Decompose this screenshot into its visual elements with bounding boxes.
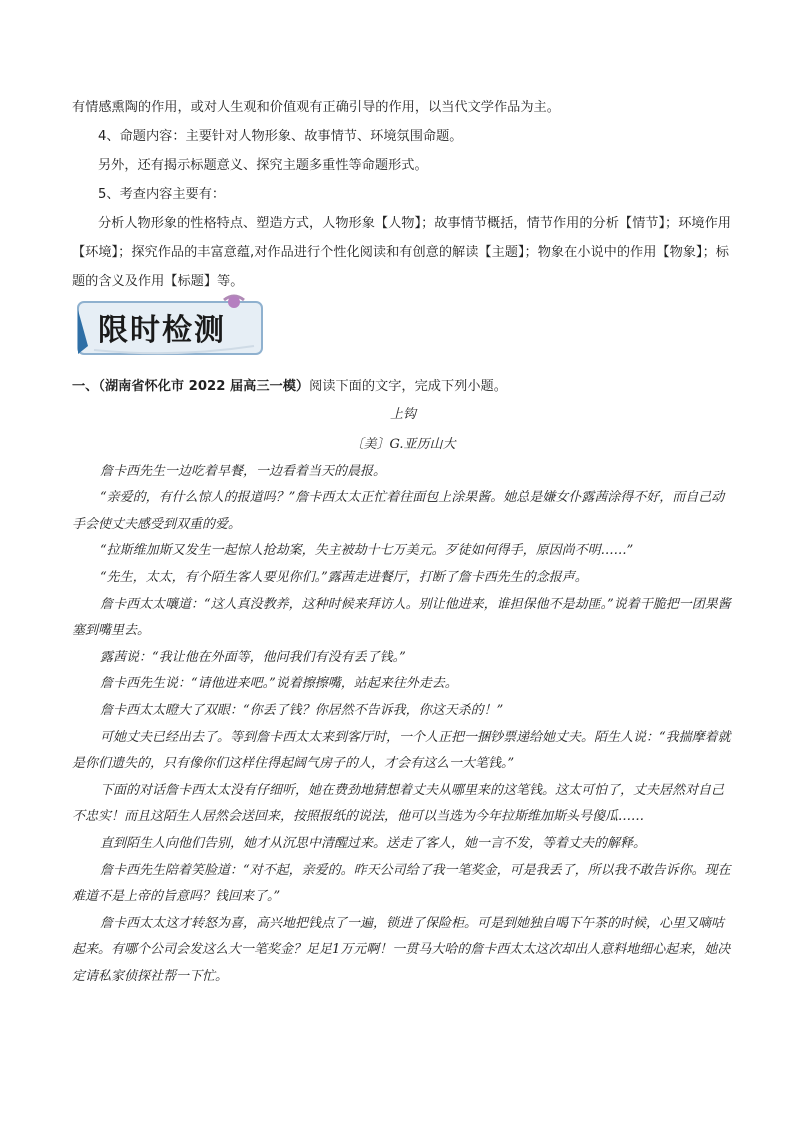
story-paragraph: “亲爱的，有什么惊人的报道吗？”詹卡西太太正忙着往面包上涂果酱。她总是嫌女仆露茜涂得不好，而自己动手会使丈夫感受到双重的爱。 bbox=[72, 490, 725, 532]
story-paragraph: 詹卡西先生一边吃着早餐，一边看着当天的晨报。 bbox=[100, 463, 387, 479]
story-paragraph: 下面的对话詹卡西太太没有仔细听，她在费劲地猜想着丈夫从哪里来的这笔钱。这太可怕了，丈夫居然对自己不忠实！而且这陌生人居然会送回来，按照报纸的说法，他可以当选为今年拉斯维加斯头号傻瓜…… bbox=[72, 782, 725, 825]
question-instruction: 阅读下面的文字，完成下列小题。 bbox=[309, 379, 507, 394]
story-paragraph: 可她丈夫已经出去了。等到詹卡西太太来到客厅时，一个人正把一捆钞票递给她丈夫。陌生人说：“我揣摩着就是你们遗失的，只有像你们这样住得起阔气房子的人，才会有这么一大笔钱。” bbox=[72, 729, 731, 772]
exam-notes bbox=[72, 93, 734, 296]
question-heading bbox=[72, 376, 734, 398]
content-detail: 分析人物形象的性格特点、塑造方式，人物形象【人物】；故事情节概括，情节作用的分析【情节】；环境作用【环境】；探究作品的丰富意蕴,对作品进行个性化阅读和有创意的解读【主题】；物象在小说中的作用【物象】；标题的含义及作用【标题】等。 bbox=[72, 216, 731, 289]
story-paragraph: 詹卡西太太嚷道：“这人真没教养，这种时候来拜访人。别让他进来，谁担保他不是劫匪。”说着干脆把一团果酱塞到嘴里去。 bbox=[72, 596, 731, 639]
story-author: 〔美〕G.亚历山大 bbox=[350, 437, 456, 452]
story-paragraph: 詹卡西太太这才转怒为喜，高兴地把钱点了一遍，锁进了保险柜。可是到她独自喝下午茶的时候，心里又嘀咕起来。有哪个公司会发这么大一笔奖金？足足1万元啊！一贯马大哈的詹卡西太太这次却出人意料地细心起来，她决定请私家侦探社帮一下忙。 bbox=[72, 915, 731, 984]
story-paragraph: 詹卡西太太瞪大了双眼：“你丢了钱？你居然不告诉我，你这天杀的！” bbox=[100, 702, 504, 718]
story-paragraph: “先生，太太，有个陌生客人要见你们。”露茜走进餐厅，打断了詹卡西先生的念报声。 bbox=[100, 569, 588, 585]
story-paragraph: “拉斯维加斯又发生一起惊人抢劫案，失主被劫十七万美元。歹徒如何得手，原因尚不明……” bbox=[100, 543, 634, 559]
content-item-5: 5、考查内容主要有： bbox=[98, 187, 226, 202]
question-source: （湖南省怀化市 2022 届高三一模） bbox=[98, 379, 310, 394]
story-paragraph: 詹卡西先生陪着笑脸道：“对不起，亲爱的。昨天公司给了我一笔奖金，可是我丢了，所以我不敢告诉你。现在难道不是上帝的旨意吗？钱回来了。” bbox=[72, 862, 731, 905]
question-number: 一、 bbox=[72, 379, 99, 394]
story-paragraph: 詹卡西先生说：“请他进来吧。”说着擦擦嘴，站起来往外走去。 bbox=[100, 676, 458, 692]
story-paragraph: 露茜说：“我让他在外面等，他问我们有没有丢了钱。” bbox=[100, 649, 406, 665]
story-title: 上钩 bbox=[389, 407, 416, 422]
intro-line: 有情感熏陶的作用，或对人生观和价值观有正确引导的作用，以当代文学作品为主。 bbox=[72, 100, 560, 115]
content-item-4: 4、命题内容：主要针对人物形象、故事情节、环境氛围命题。 bbox=[98, 129, 463, 144]
story-paragraph: 直到陌生人向他们告别，她才从沉思中清醒过来。送走了客人，她一言不发，等着丈夫的解释。 bbox=[100, 835, 647, 851]
other-forms: 另外，还有揭示标题意义、探究主题多重性等命题形式。 bbox=[98, 158, 428, 173]
story-text bbox=[72, 404, 734, 990]
banner-title: 限时检测 bbox=[98, 313, 226, 348]
